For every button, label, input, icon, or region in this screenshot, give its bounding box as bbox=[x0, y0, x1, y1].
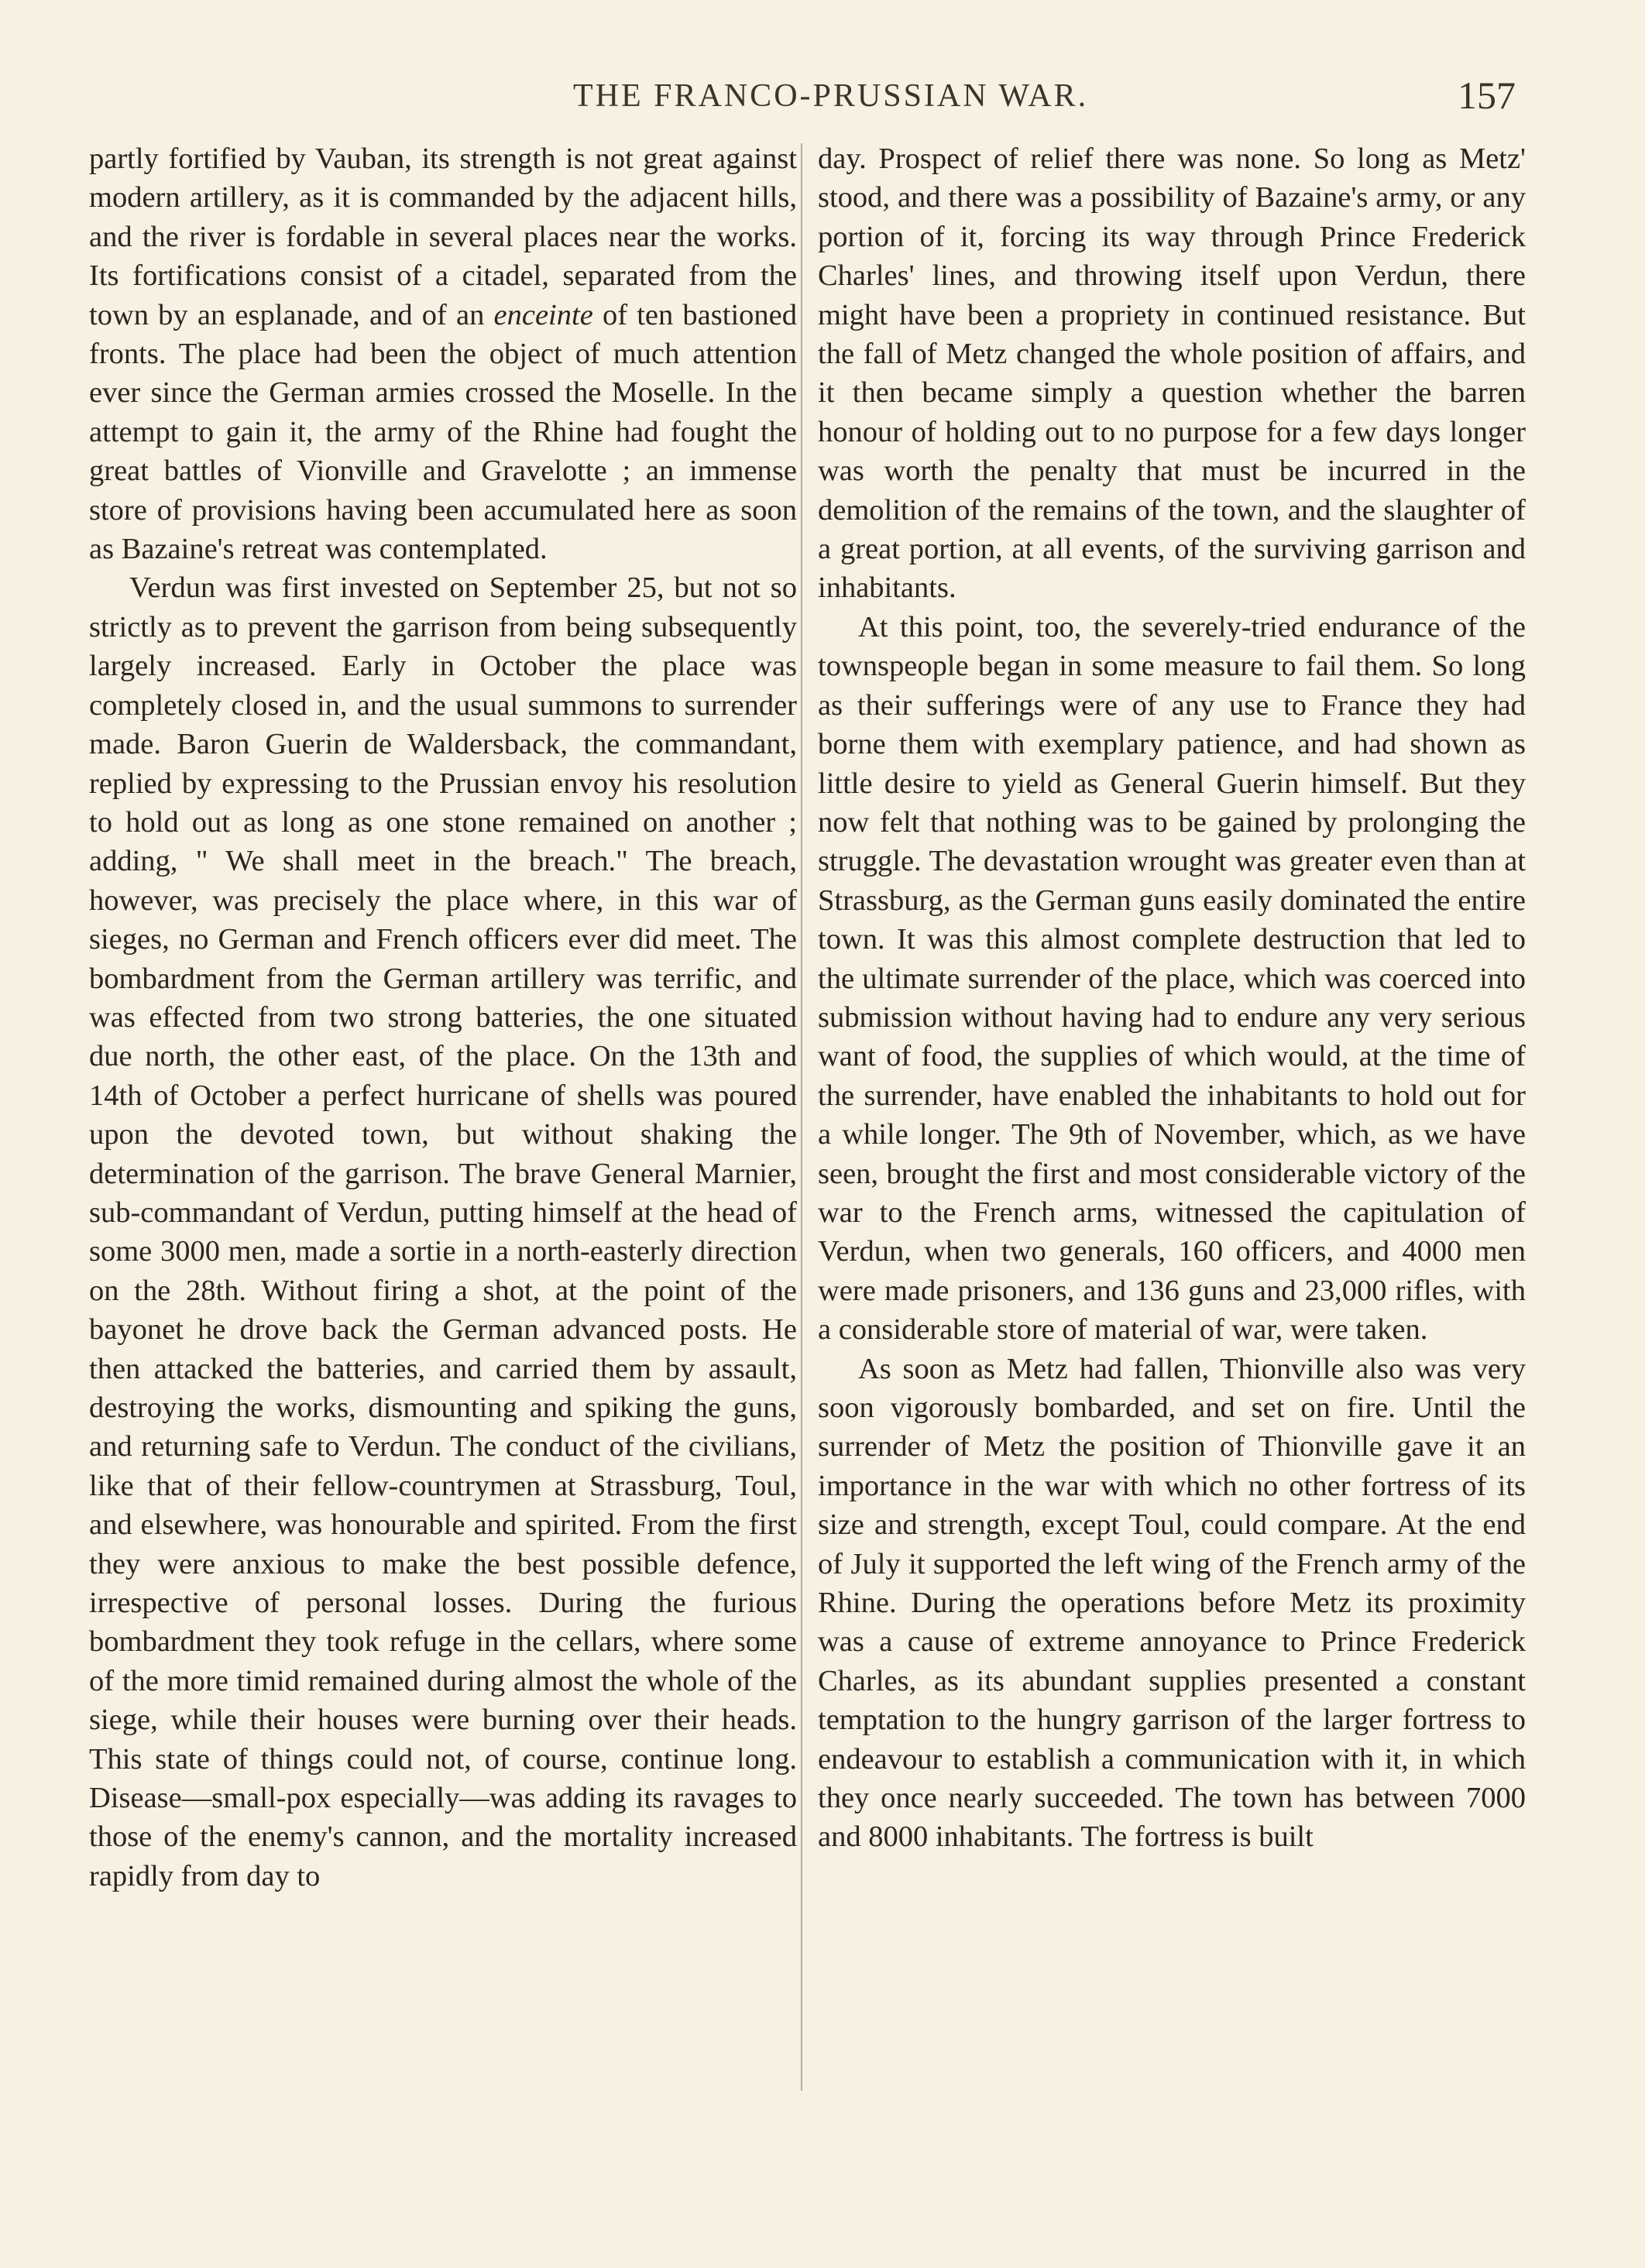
left-column bbox=[89, 139, 797, 1896]
running-title: THE FRANCO-PRUSSIAN WAR. bbox=[573, 78, 1089, 114]
right-column bbox=[818, 139, 1526, 1857]
italic-term: enceinte bbox=[493, 298, 593, 331]
paragraph-text: of ten bastioned fronts. The place had been the object of much attention ever since the German armies crossed the Moselle. In the attempt to gain it, the army of the Rhine had fought the great battles of Vionville and Gravelotte ; an immense store of provisions having been accumulated here as soon as Bazaine's retreat was contemplated. bbox=[89, 298, 797, 566]
paragraph: At this point, too, the severely-tried endurance of the townspeople began in some measure to fail them. So long as their sufferings were of any use to France they had borne them with exemplary patience, and had shown as little desire to yield as General Guerin himself. But they now felt that nothing was to be gained by prolonging the struggle. The devastation wrought was greater even than at Strassburg, as the German guns easily dominated the entire town. It was this almost complete destruction that led to the ultimate surrender of the place, which was coerced into submission without having had to endure any very serious want of food, the supplies of which would, at the time of the surrender, have enabled the inhabitants to hold out for a while longer. The 9th of November, which, as we have seen, brought the first and most considerable victory of the war to the French arms, witnessed the capitulation of Verdun, when two generals, 160 officers, and 4000 men were made prisoners, and 136 guns and 23,000 rifles, with a considerable store of material of war, were taken. bbox=[818, 610, 1526, 1347]
page-header bbox=[0, 74, 1645, 124]
paragraph: As soon as Metz had fallen, Thionville also was very soon vigorously bombarded, and set on fire. Until the surrender of Metz the position of Thionville gave it an importance in the war with which no other fortress of its size and strength, except Toul, could compare. At the end of July it supported the left wing of the French army of the Rhine. During the operations before Metz its proximity was a cause of extreme annoyance to Prince Frederick Charles, as its abundant supplies presented a constant temptation to the hungry garrison of the larger fortress to endeavour to establish a communication with it, in which they once nearly succeeded. The town has between 7000 and 8000 inhabitants. The fortress is built bbox=[818, 1352, 1526, 1854]
paragraph bbox=[89, 139, 797, 568]
paragraph-text: partly fortified by Vauban, its strength is not great against modern artillery, as it is commanded by the adjacent hills, and the river is fordable in several places near the works. Its fortifications consist of a citadel, separated from the town by an esplanade, and of an bbox=[89, 142, 797, 331]
paragraph: Verdun was first invested on September 25, but not so strictly as to prevent the garrison from being subsequently largely increased. Early in October the place was completely closed in, and the usual summons to surrender made. Baron Guerin de Waldersback, the commandant, replied by expressing to the Prussian envoy his resolution to hold out as long as one stone remained on another ; adding, " We shall meet in the breach." The breach, however, was precisely the place where, in this war of sieges, no German and French officers ever did meet. The bombardment from the German artillery was terrific, and was effected from two strong batteries, the one situated due north, the other east, of the place. On the 13th and 14th of October a perfect hurricane of shells was poured upon the devoted town, but without shaking the determination of the garrison. The brave General Marnier, sub-commandant of Verdun, putting himself at the head of some 3000 men, made a sortie in a north-easterly direction on the 28th. Without firing a shot, at the point of the bayonet he drove back the German advanced posts. He then attacked the batteries, and carried them by assault, destroying the works, dismounting and spiking the guns, and returning safe to Verdun. The conduct of the civilians, like that of their fellow-countrymen at Strassburg, Toul, and elsewhere, was honourable and spirited. From the first they were anxious to make the best possible defence, irrespective of personal losses. During the furious bombardment they took refuge in the cellars, where some of the more timid remained during almost the whole of the siege, while their houses were burning over their heads. This state of things could not, of course, continue long. Disease—small-pox especially—was adding its ravages to those of the enemy's cannon, and the mortality increased rapidly from day to bbox=[89, 571, 797, 1892]
column-divider bbox=[801, 143, 802, 2091]
paragraph: day. Prospect of relief there was none. So long as Metz' stood, and there was a possibility of Bazaine's army, or any portion of it, forcing its way through Prince Frederick Charles' lines, and throwing itself upon Verdun, there might have been a propriety in continued resistance. But the fall of Metz changed the whole position of affairs, and it then became simply a question whether the barren honour of holding out to no purpose for a few days longer was worth the penalty that must be incurred in the demolition of the remains of the town, and the slaughter of a great portion, at all events, of the surviving garrison and inhabitants. bbox=[818, 142, 1526, 605]
page-number: 157 bbox=[1458, 74, 1516, 117]
